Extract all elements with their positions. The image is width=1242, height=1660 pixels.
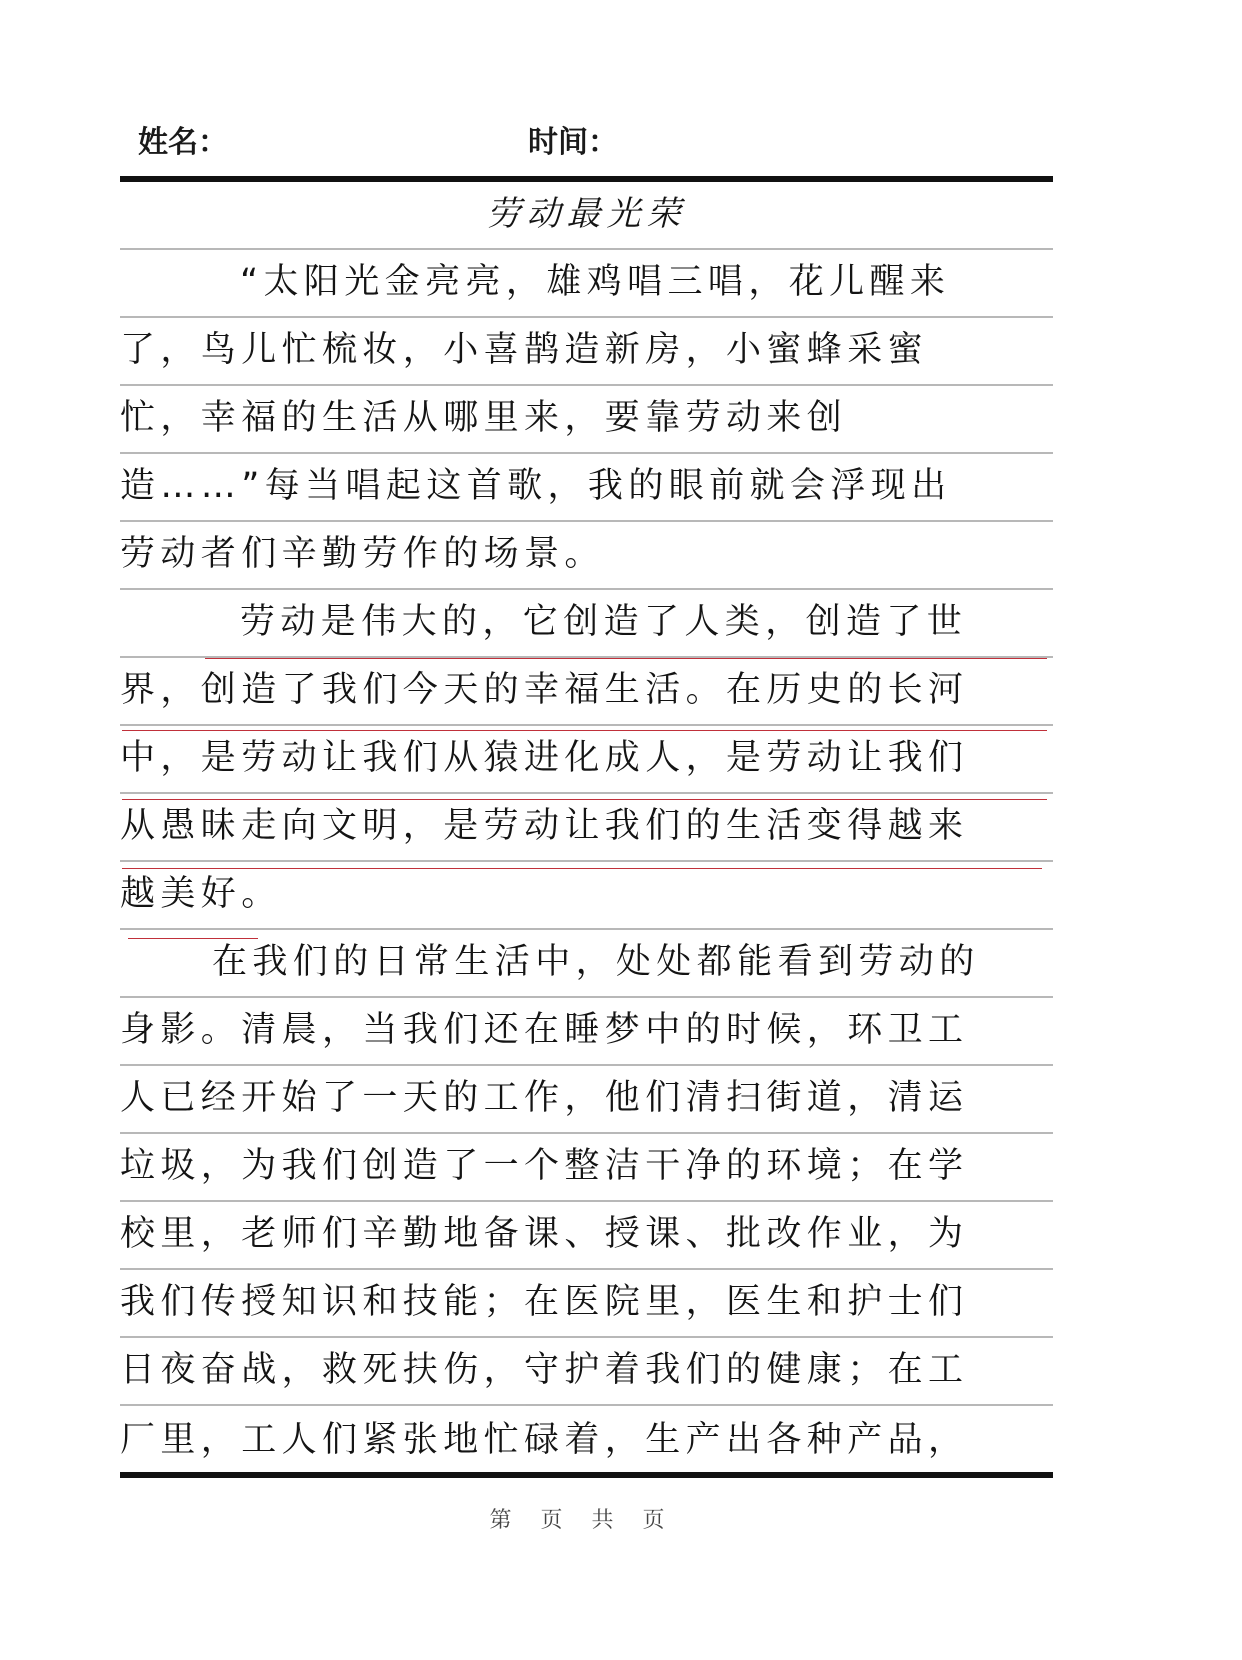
text-row [120,658,1053,726]
text-row [120,1202,1053,1270]
red-guide-line [122,730,1047,731]
red-guide-line [122,868,1042,869]
essay-line: 劳动者们辛勤劳作的场景。 [120,534,605,574]
red-guide-line [205,658,1047,659]
red-guide-line [128,938,258,939]
text-row [120,862,1053,930]
essay-line: 劳动是伟大的，它创造了人类，创造了世 [240,602,968,642]
essay-line: 我们传授知识和技能；在医院里，医生和护士们 [120,1282,969,1322]
essay-line: 垃圾，为我们创造了一个整洁干净的环境；在学 [120,1146,969,1186]
text-row [120,726,1053,794]
text-row [120,250,1053,318]
time-label: 时间： [528,125,618,160]
essay-line: 中，是劳动让我们从猿进化成人，是劳动让我们 [120,738,969,778]
bottom-thick-rule [120,1472,1053,1478]
essay-title: 劳动最光荣 [486,194,687,234]
text-row [120,1134,1053,1202]
essay-line: 身影。清晨，当我们还在睡梦中的时候，环卫工 [120,1010,969,1050]
red-guide-line [122,799,1047,800]
text-row [120,1270,1053,1338]
text-row [120,522,1053,590]
essay-line: 界，创造了我们今天的幸福生活。在历史的长河 [120,670,969,710]
essay-line: 日夜奋战，救死扶伤，守护着我们的健康；在工 [120,1350,969,1390]
text-row [120,386,1053,454]
essay-line: 越美好。 [120,874,282,914]
text-row [120,930,1053,998]
essay-line: 厂里，工人们紧张地忙碌着，生产出各种产品， [120,1420,969,1460]
text-row [120,1406,1053,1474]
essay-line: “太阳光金亮亮，雄鸡唱三唱，花儿醒来 [240,262,951,302]
text-row [120,1066,1053,1134]
text-row [120,1338,1053,1406]
essay-line: 校里，老师们辛勤地备课、授课、批改作业，为 [120,1214,969,1254]
text-row [120,318,1053,386]
essay-line: 在我们的日常生活中，处处都能看到劳动的 [212,942,980,982]
essay-line: 从愚昧走向文明，是劳动让我们的生活变得越来 [120,806,969,846]
text-row [120,794,1053,862]
worksheet-header [138,118,1038,168]
text-row [120,998,1053,1066]
name-label: 姓名： [138,125,228,160]
essay-line: 人已经开始了一天的工作，他们清扫街道，清运 [120,1078,969,1118]
essay-line: 造……”每当唱起这首歌，我的眼前就会浮现出 [120,466,952,506]
page-footer: 第 页 共 页 [489,1508,671,1533]
text-row [120,590,1053,658]
essay-line: 忙，幸福的生活从哪里来，要靠劳动来创 [120,398,848,438]
title-row [120,182,1053,250]
text-row [120,454,1053,522]
essay-line: 了，鸟儿忙梳妆，小喜鹊造新房，小蜜蜂采蜜 [120,330,929,370]
